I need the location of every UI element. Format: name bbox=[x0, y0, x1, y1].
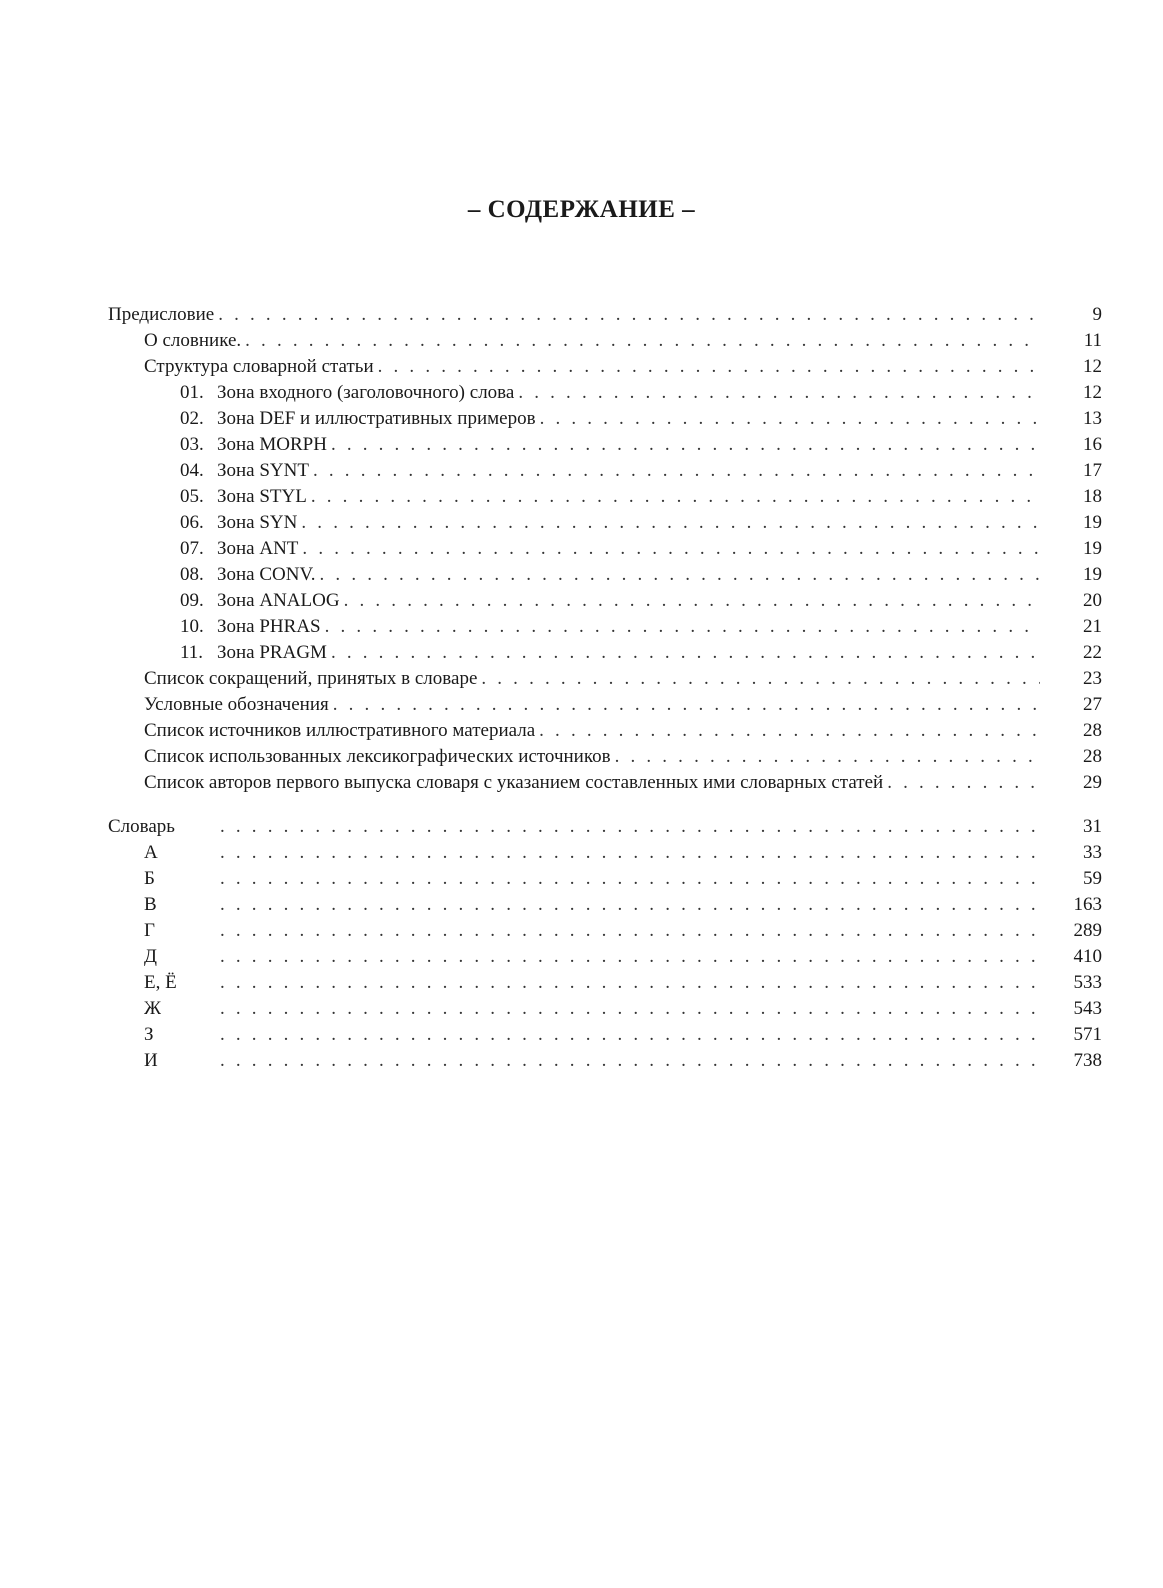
section-gap bbox=[108, 796, 1102, 814]
toc-entry-text: Зона CONV. bbox=[217, 564, 316, 585]
toc-entry-text: Зона входного (заголовочного) слова bbox=[217, 382, 515, 403]
toc-entry-text: Список авторов первого выпуска словаря с указанием составленных ими словарных статей bbox=[144, 772, 884, 793]
toc-entry-number: 02. bbox=[180, 408, 204, 429]
toc-entry-text: Зона SYNT bbox=[217, 460, 309, 481]
dot-leader bbox=[344, 588, 1040, 614]
toc-entry-zone-07[interactable] bbox=[108, 536, 1102, 562]
toc-entry-text: Зона ANT bbox=[217, 538, 299, 559]
toc-entry-text: А bbox=[144, 842, 158, 863]
toc-entry-structure[interactable] bbox=[108, 354, 1102, 380]
toc-entry-text: Список источников иллюстративного материала bbox=[144, 720, 536, 741]
dot-leader bbox=[220, 814, 1040, 840]
dot-leader bbox=[220, 970, 1040, 996]
toc-entry-text: З bbox=[144, 1024, 154, 1045]
dot-leader bbox=[218, 302, 1040, 328]
toc-entry-illustrative-sources[interactable] bbox=[108, 718, 1102, 744]
dot-leader bbox=[481, 666, 1040, 692]
toc-page-number: 12 bbox=[1083, 356, 1102, 377]
dot-leader bbox=[220, 944, 1040, 970]
toc-page-number: 20 bbox=[1083, 590, 1102, 611]
toc-entry-zone-09[interactable] bbox=[108, 588, 1102, 614]
toc-entry-symbols[interactable] bbox=[108, 692, 1102, 718]
toc-page-number: 533 bbox=[1073, 972, 1102, 993]
dot-leader bbox=[615, 744, 1040, 770]
toc-page-number: 19 bbox=[1083, 512, 1102, 533]
toc-page-number: 22 bbox=[1083, 642, 1102, 663]
toc-entry-letter-i[interactable] bbox=[108, 1048, 1102, 1074]
toc-page-number: 27 bbox=[1083, 694, 1102, 715]
toc-entry-zone-03[interactable] bbox=[108, 432, 1102, 458]
dot-leader bbox=[887, 770, 1040, 796]
toc-entry-text: Структура словарной статьи bbox=[144, 356, 374, 377]
toc-entry-letter-z[interactable] bbox=[108, 1022, 1102, 1048]
toc-entry-number: 11. bbox=[180, 642, 204, 663]
toc-entry-text: И bbox=[144, 1050, 158, 1071]
toc-entry-text: Зона PHRAS bbox=[217, 616, 321, 637]
dot-leader bbox=[220, 892, 1040, 918]
toc-page-number: 33 bbox=[1083, 842, 1102, 863]
toc-entry-number: 06. bbox=[180, 512, 204, 533]
dot-leader bbox=[220, 840, 1040, 866]
dot-leader bbox=[302, 536, 1040, 562]
toc-entry-number: 10. bbox=[180, 616, 204, 637]
toc-entry-text: Список сокращений, принятых в словаре bbox=[144, 668, 478, 689]
toc-entry-text: В bbox=[144, 894, 157, 915]
dot-leader bbox=[220, 996, 1040, 1022]
toc-entry-slovnik[interactable] bbox=[108, 328, 1102, 354]
toc-page-number: 738 bbox=[1073, 1050, 1102, 1071]
toc-entry-preface[interactable] bbox=[108, 302, 1102, 328]
dot-leader bbox=[313, 458, 1040, 484]
toc-page-number: 19 bbox=[1083, 564, 1102, 585]
page-title: – СОДЕРЖАНИЕ – bbox=[467, 196, 696, 223]
toc-entry-letter-b[interactable] bbox=[108, 866, 1102, 892]
toc-entry-zone-08[interactable] bbox=[108, 562, 1102, 588]
dot-leader bbox=[325, 614, 1040, 640]
dot-leader bbox=[311, 484, 1040, 510]
dot-leader bbox=[320, 562, 1040, 588]
toc-entry-text: Зона MORPH bbox=[217, 434, 327, 455]
toc-page-number: 29 bbox=[1083, 772, 1102, 793]
toc-entry-number: 05. bbox=[180, 486, 204, 507]
toc-entry-text: Зона PRAGM bbox=[217, 642, 327, 663]
toc-entry-text: Зона ANALOG bbox=[217, 590, 340, 611]
toc-page-number: 410 bbox=[1073, 946, 1102, 967]
toc-entry-letter-a[interactable] bbox=[108, 840, 1102, 866]
dot-leader bbox=[220, 1022, 1040, 1048]
toc-page-number: 18 bbox=[1083, 486, 1102, 507]
toc-entry-letter-g[interactable] bbox=[108, 918, 1102, 944]
dot-leader bbox=[378, 354, 1040, 380]
toc-entry-text: О словнике. bbox=[144, 330, 242, 351]
toc-entry-lexicographic-sources[interactable] bbox=[108, 744, 1102, 770]
toc-page-number: 28 bbox=[1083, 746, 1102, 767]
toc-entry-text: Д bbox=[144, 946, 157, 967]
dot-leader bbox=[333, 692, 1040, 718]
toc-entry-zone-10[interactable] bbox=[108, 614, 1102, 640]
toc-entry-zone-11[interactable] bbox=[108, 640, 1102, 666]
toc-entry-abbreviations[interactable] bbox=[108, 666, 1102, 692]
toc-entry-text: Предисловие bbox=[108, 304, 215, 325]
toc-entry-text: Б bbox=[144, 868, 155, 889]
dot-leader bbox=[539, 718, 1040, 744]
toc-page-number: 571 bbox=[1073, 1024, 1102, 1045]
toc-page-number: 13 bbox=[1083, 408, 1102, 429]
toc-entry-letter-e[interactable] bbox=[108, 970, 1102, 996]
toc-entry-number: 01. bbox=[180, 382, 204, 403]
dot-leader bbox=[245, 328, 1040, 354]
dot-leader bbox=[220, 1048, 1040, 1074]
toc-entry-number: 09. bbox=[180, 590, 204, 611]
toc-entry-text: Зона SYN bbox=[217, 512, 298, 533]
toc-page-number: 163 bbox=[1073, 894, 1102, 915]
toc-entry-letter-d[interactable] bbox=[108, 944, 1102, 970]
toc-entry-zone-05[interactable] bbox=[108, 484, 1102, 510]
toc-page-number: 31 bbox=[1083, 816, 1102, 837]
toc-entry-number: 04. bbox=[180, 460, 204, 481]
table-of-contents bbox=[108, 302, 1102, 1074]
toc-page-number: 16 bbox=[1083, 434, 1102, 455]
toc-entry-text: Ж bbox=[144, 998, 162, 1019]
toc-entry-dictionary[interactable] bbox=[108, 814, 1102, 840]
toc-entry-text: Зона STYL bbox=[217, 486, 307, 507]
dot-leader bbox=[518, 380, 1040, 406]
toc-entry-text: Словарь bbox=[108, 816, 175, 837]
toc-page-number: 21 bbox=[1083, 616, 1102, 637]
toc-page-number: 11 bbox=[1083, 330, 1102, 351]
toc-entry-text: Список использованных лексикографических источников bbox=[144, 746, 611, 767]
toc-entry-zone-01[interactable] bbox=[108, 380, 1102, 406]
dot-leader bbox=[220, 918, 1040, 944]
toc-page-number: 289 bbox=[1073, 920, 1102, 941]
toc-entry-number: 03. bbox=[180, 434, 204, 455]
toc-entry-zone-02[interactable] bbox=[108, 406, 1102, 432]
toc-entry-zone-04[interactable] bbox=[108, 458, 1102, 484]
dot-leader bbox=[220, 866, 1040, 892]
toc-entry-text: Зона DEF и иллюстративных примеров bbox=[217, 408, 536, 429]
toc-entry-number: 07. bbox=[180, 538, 204, 559]
toc-page-number: 12 bbox=[1083, 382, 1102, 403]
toc-entry-text: Условные обозначения bbox=[144, 694, 329, 715]
toc-page-number: 19 bbox=[1083, 538, 1102, 559]
toc-entry-letter-v[interactable] bbox=[108, 892, 1102, 918]
dot-leader bbox=[331, 432, 1040, 458]
toc-entry-letter-zh[interactable] bbox=[108, 996, 1102, 1022]
toc-page-number: 59 bbox=[1083, 868, 1102, 889]
toc-entry-number: 08. bbox=[180, 564, 204, 585]
toc-entry-authors[interactable] bbox=[108, 770, 1102, 796]
toc-entry-text: Г bbox=[144, 920, 155, 941]
toc-page-number: 23 bbox=[1083, 668, 1102, 689]
toc-entry-text: Е, Ё bbox=[144, 972, 177, 993]
toc-page-number: 543 bbox=[1073, 998, 1102, 1019]
toc-page-number: 28 bbox=[1083, 720, 1102, 741]
toc-page-number: 17 bbox=[1083, 460, 1102, 481]
toc-entry-zone-06[interactable] bbox=[108, 510, 1102, 536]
dot-leader bbox=[301, 510, 1040, 536]
toc-page-number: 9 bbox=[1092, 304, 1102, 325]
dot-leader bbox=[540, 406, 1040, 432]
dot-leader bbox=[331, 640, 1040, 666]
